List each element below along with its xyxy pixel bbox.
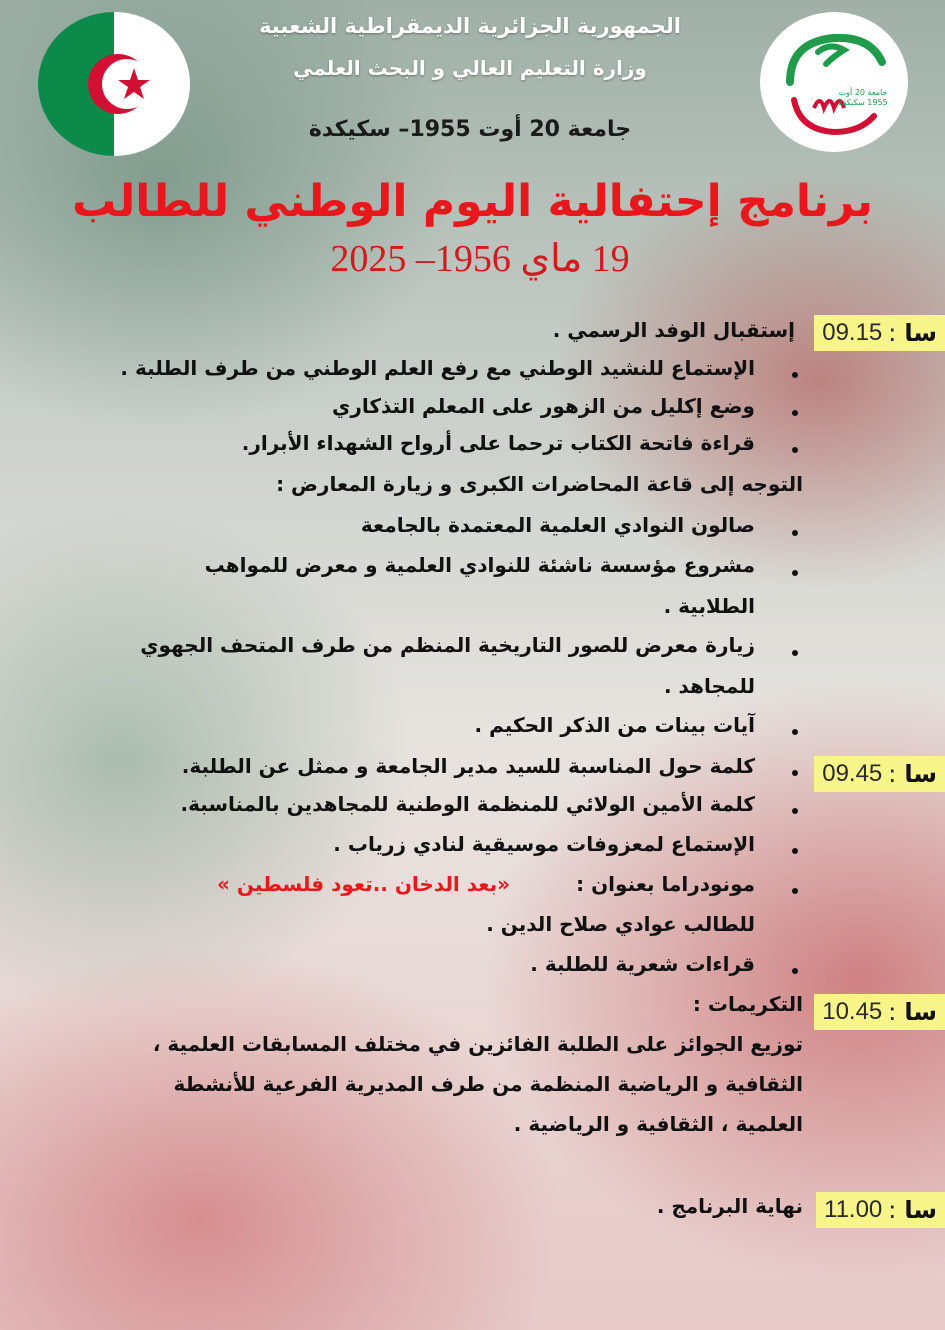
bullet bbox=[792, 447, 798, 453]
heading-reception: إستقبال الوفد الرسمي . bbox=[552, 318, 795, 342]
time-unit: سا bbox=[904, 319, 937, 347]
time-unit: سا bbox=[904, 1196, 937, 1224]
page-title: برنامج إحتفالية اليوم الوطني للطالب bbox=[72, 176, 873, 227]
heading-end: نهاية البرنامج . bbox=[656, 1194, 803, 1218]
monodrama-label: مونودراما بعنوان : bbox=[576, 872, 755, 896]
dates: 19 ماي 1956– 2025 bbox=[330, 238, 630, 280]
list-item: مشروع مؤسسة ناشئة للنوادي العلمية و معرض للمواهب bbox=[204, 553, 755, 577]
list-item: الإستماع للنشيد الوطني مع رفع العلم الوطني من طرف الطلبة . bbox=[120, 356, 755, 380]
list-item: كلمة الأمين الولائي للمنظمة الوطنية للمجاهدين بالمناسبة. bbox=[180, 792, 755, 816]
monodrama-title: «بعد الدخان ..تعود فلسطين » bbox=[216, 872, 510, 896]
time-badge-0915: سا : 09.15 bbox=[814, 315, 945, 351]
bullet bbox=[792, 530, 798, 536]
bullet bbox=[792, 650, 798, 656]
bullet bbox=[792, 372, 798, 378]
algeria-flag-icon bbox=[38, 12, 190, 156]
bullet bbox=[792, 888, 798, 894]
time-value: 09.45 bbox=[822, 760, 883, 787]
list-item: كلمة حول المناسبة للسيد مدير الجامعة و ممثل عن الطلبة. bbox=[181, 754, 755, 778]
bullet bbox=[792, 570, 798, 576]
awards-line: توزيع الجوائز على الطلبة الفائزين في مختلف المسابقات العلمية ، bbox=[152, 1032, 803, 1056]
list-item: صالون النوادي العلمية المعتمدة بالجامعة bbox=[360, 513, 755, 537]
list-item-continuation: للمجاهد . bbox=[664, 674, 755, 698]
time-value: 10.45 bbox=[822, 998, 883, 1025]
university-line: جامعة 20 أوت 1955– سكيكدة bbox=[308, 117, 632, 142]
list-item: وضع إكليل من الزهور على المعلم التذكاري bbox=[331, 394, 755, 418]
bullet bbox=[792, 808, 798, 814]
list-item: زيارة معرض للصور التاريخية المنظم من طرف المتحف الجهوي bbox=[140, 633, 755, 657]
list-item-continuation: للطالب عوادي صلاح الدين . bbox=[486, 912, 755, 936]
time-badge-1100: سا : 11.00 bbox=[816, 1192, 945, 1228]
list-item: قراءة فاتحة الكتاب ترحما على أرواح الشهداء الأبرار. bbox=[241, 431, 755, 455]
republic-line: الجمهورية الجزائرية الديمقراطية الشعبية bbox=[259, 14, 681, 38]
bullet bbox=[792, 848, 798, 854]
bullet bbox=[792, 729, 798, 735]
ministry-line: وزارة التعليم العالي و البحث العلمي bbox=[293, 56, 647, 80]
time-unit: سا bbox=[904, 998, 937, 1026]
time-badge-0945: سا : 09.45 bbox=[814, 756, 945, 792]
university-logo-text: جامعة 20 أوت 1955 سكيكدة bbox=[838, 88, 888, 107]
sub-heading-exhibits: التوجه إلى قاعة المحاضرات الكبرى و زيارة المعارض : bbox=[276, 472, 803, 496]
time-badge-1045: سا : 10.45 bbox=[814, 994, 945, 1030]
time-value: 11.00 bbox=[824, 1196, 883, 1223]
bullet bbox=[792, 410, 798, 416]
header bbox=[0, 0, 945, 300]
bullet bbox=[792, 770, 798, 776]
list-item: آيات بينات من الذكر الحكيم . bbox=[474, 713, 755, 737]
heading-awards: التكريمات : bbox=[692, 992, 803, 1016]
list-item: قراءات شعرية للطلبة . bbox=[530, 952, 755, 976]
time-unit: سا bbox=[904, 760, 937, 788]
list-item-continuation: الطلابية . bbox=[663, 594, 755, 618]
bullet bbox=[792, 968, 798, 974]
awards-line: العلمية ، الثقافية و الرياضية . bbox=[513, 1112, 803, 1136]
list-item: الإستماع لمعزوفات موسيقية لنادي زرياب . bbox=[333, 832, 755, 856]
university-logo bbox=[760, 12, 908, 152]
awards-line: الثقافية و الرياضية المنظمة من طرف المديرية الفرعية للأنشطة bbox=[173, 1072, 803, 1096]
time-value: 09.15 bbox=[822, 319, 883, 346]
